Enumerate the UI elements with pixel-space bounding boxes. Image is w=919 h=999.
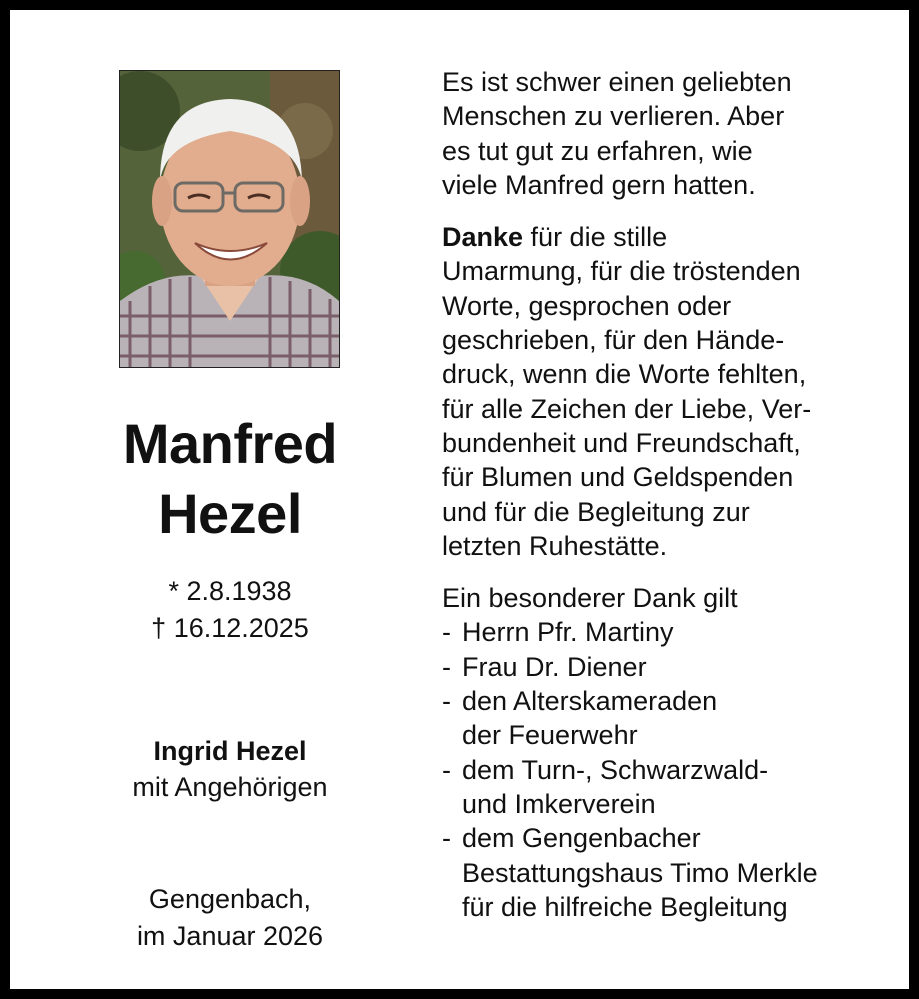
list-item	[442, 753, 892, 822]
thanks-text	[442, 65, 892, 924]
thanks-line: Umarmung, für die tröstenden	[442, 256, 801, 287]
list-item-text: den Alterskameraden	[462, 686, 718, 717]
thanks-line: Worte, gesprochen oder	[442, 290, 732, 321]
thanks-line: für alle Zeichen der Liebe, Ver-	[442, 393, 812, 424]
special-heading-line: Ein besonderer Dank gilt	[442, 583, 738, 614]
list-item-text: Herrn Pfr. Martiny	[462, 617, 674, 648]
thanks-line: für Blumen und Geldspenden	[442, 462, 794, 493]
list-item	[442, 821, 892, 924]
thanks-bold-word: Danke	[442, 222, 524, 253]
list-item-text: der Feuerwehr	[462, 720, 638, 751]
list-dash: -	[442, 754, 451, 785]
intro-paragraph	[442, 65, 892, 202]
portrait-photo	[119, 70, 340, 368]
thanks-line: bundenheit und Freundschaft,	[442, 427, 801, 458]
thanks-line: und für die Begleitung zur	[442, 496, 750, 527]
list-item	[442, 684, 892, 753]
special-thanks-list	[442, 615, 892, 924]
intro-line: es tut gut zu erfahren, wie	[442, 135, 753, 166]
thanks-line: letzten Ruhestätte.	[442, 530, 668, 561]
deceased-first-name: Manfred	[122, 412, 338, 475]
thanks-line: druck, wenn die Worte fehlten,	[442, 359, 807, 390]
intro-line: Es ist schwer einen geliebten	[442, 67, 792, 97]
intro-line: Menschen zu verlieren. Aber	[442, 101, 785, 132]
thanks-paragraph	[442, 220, 892, 563]
list-item	[442, 615, 892, 649]
list-dash: -	[442, 686, 451, 717]
list-item-text: und Imkerverein	[462, 788, 656, 819]
signer-date: im Januar 2026	[136, 921, 324, 951]
list-item-text: Bestattungshaus Timo Merkle	[462, 857, 818, 888]
list-item-text: dem Gengenbacher	[462, 823, 701, 854]
list-dash: -	[442, 823, 451, 854]
intro-line: viele Manfred gern hatten.	[442, 169, 756, 200]
list-item	[442, 650, 892, 684]
list-item-text: für die hilfreiche Begleitung	[462, 891, 788, 922]
list-dash: -	[442, 651, 451, 682]
death-date: † 16.12.2025	[151, 613, 309, 643]
thanks-first-line	[442, 220, 892, 254]
signer-place: Gengenbach,	[148, 884, 312, 914]
signer-relation: mit Angehörigen	[132, 772, 328, 802]
special-thanks-heading	[442, 581, 892, 615]
birth-date: * 2.8.1938	[168, 576, 292, 606]
list-dash: -	[442, 617, 451, 648]
thanks-first-rest: für die stille	[523, 222, 668, 253]
deceased-last-name: Hezel	[158, 482, 302, 545]
list-item-text: Frau Dr. Diener	[462, 651, 647, 682]
signer-name: Ingrid Hezel	[153, 736, 307, 766]
thanks-line: geschrieben, für den Hände-	[442, 325, 785, 356]
list-item-text: dem Turn-, Schwarzwald-	[462, 754, 769, 785]
